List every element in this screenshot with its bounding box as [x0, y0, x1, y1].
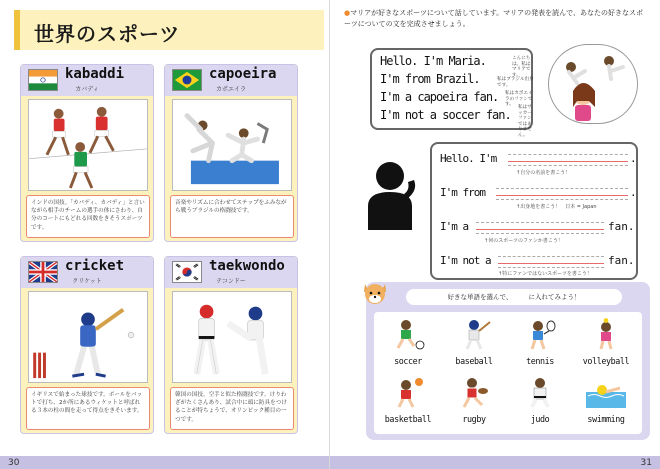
- favorite-sport-blank[interactable]: [476, 222, 604, 234]
- word-choice-soccer[interactable]: soccer: [378, 318, 438, 366]
- form-suffix: fan.: [608, 254, 635, 267]
- sport-card-taekwondo: [164, 256, 298, 434]
- word-bank-panel: [366, 282, 650, 440]
- form-hint: ↑自分の名前を書こう！: [516, 170, 571, 176]
- sport-name-ja: テコンドー: [216, 278, 246, 285]
- sport-name-en: kabaddi: [65, 66, 125, 82]
- maria-illustration: [549, 45, 637, 123]
- sport-description: イギリスで始まった球技です。ボールをバットで打ち、2か所にあるウィケットと呼ばれる３本の柱の間を走って得点をきそいます。: [26, 387, 150, 430]
- form-hint: ↑特にファンではないスポーツを書こう！: [498, 271, 592, 277]
- sport-description: 音楽やリズムに合わせてステップをふみながら戦うブラジルの格闘技です。: [170, 195, 294, 238]
- dog-mascot-icon: [360, 278, 390, 308]
- sport-name-ja: カポエイラ: [215, 86, 246, 93]
- swimming-icon: [586, 376, 626, 408]
- maria-line-note: 私はブラジル出身です。: [497, 77, 534, 88]
- sport-description: インドの国技。「カバディ、カバディ」と言いながら相手のチームの選手の体にさわり、自分のコートにもどれる回数をきそうスポーツです。: [26, 195, 150, 238]
- word-choice-tennis[interactable]: tennis: [510, 318, 570, 366]
- tennis-icon: [520, 318, 560, 350]
- form-hint: ↑何のスポーツのファンか書こう！: [484, 238, 563, 244]
- hometown-blank[interactable]: [496, 188, 628, 200]
- baseball-icon: [454, 318, 494, 350]
- form-suffix: .: [630, 186, 637, 199]
- maria-line: I'm from Brazil.: [380, 72, 480, 86]
- maria-line-note: 私はサッカーファンではありません。: [518, 105, 532, 138]
- maria-thought-circle: [548, 44, 638, 124]
- word-choice-swimming[interactable]: swimming: [576, 376, 636, 424]
- page-number: 31: [640, 458, 652, 468]
- form-prefix: I'm a: [440, 220, 469, 233]
- word-choice-judo[interactable]: judo: [510, 376, 570, 424]
- sport-name-ja: クリケット: [72, 278, 102, 285]
- card-header: [21, 257, 153, 288]
- instructions: ●マリアが好きなスポーツについて話しています。マリアの発表を読んで、あなたの好きなスポーツについての文を完成させましょう。: [344, 9, 643, 28]
- not-favorite-sport-blank[interactable]: [498, 256, 604, 268]
- form-prefix: I'm not a: [440, 254, 491, 267]
- maria-line-note: こんにちは。私はマリアです。: [512, 56, 531, 78]
- maria-line: Hello. I'm Maria.: [380, 54, 486, 68]
- rugby-icon: [454, 376, 494, 408]
- sport-card-cricket: [20, 256, 154, 434]
- judo-icon: [520, 376, 560, 408]
- maria-speech-bubble: [370, 48, 534, 138]
- cricket-batter-illustration: [28, 291, 148, 383]
- word-choice-basketball[interactable]: basketball: [378, 376, 438, 424]
- sport-card-kabaddi: [20, 64, 154, 242]
- page-number: 30: [8, 458, 20, 468]
- sport-name-ja: カバディ: [75, 86, 99, 93]
- bullet-icon: ●: [344, 9, 351, 17]
- word-bank-grid: [374, 312, 642, 434]
- capoeira-illustration: [172, 99, 292, 191]
- section-title-band: [14, 10, 324, 50]
- sport-name-en: cricket: [65, 258, 125, 274]
- page-footer: [0, 456, 329, 469]
- form-prefix: I'm from: [440, 186, 485, 199]
- form-suffix: fan.: [608, 220, 635, 233]
- maria-line-note: 私はカポエイラのファンです。: [505, 91, 533, 108]
- form-hint: ↑出身地を書こう！ 日本 = Japan: [516, 204, 597, 210]
- word-choice-rugby[interactable]: rugby: [444, 376, 504, 424]
- right-page: [330, 0, 660, 469]
- maria-line: I'm not a soccer fan.: [380, 108, 511, 122]
- word-choice-volleyball[interactable]: volleyball: [576, 318, 636, 366]
- card-header: [21, 65, 153, 96]
- maria-line: I'm a capoeira fan.: [380, 90, 499, 104]
- self-introduction-form: [430, 142, 638, 280]
- sport-card-capoeira: [164, 64, 298, 242]
- page-footer: [330, 456, 660, 469]
- student-silhouette-icon: [364, 158, 422, 230]
- volleyball-icon: [586, 318, 626, 350]
- sport-description: 韓国の国技。空手と似た格闘技です。けりわざがたくさんあり、試合中に頭に防具をつけることが特ちょうで、オリンピック種目の一つです。: [170, 387, 294, 430]
- soccer-icon: [388, 318, 428, 350]
- section-title: 世界のスポーツ: [34, 22, 181, 46]
- name-blank[interactable]: [508, 154, 628, 166]
- basketball-icon: [388, 376, 428, 408]
- taekwondo-illustration: [172, 291, 292, 383]
- kabaddi-players-illustration: [28, 99, 148, 191]
- word-bank-prompt: 好きな単語を選んで、 に入れてみよう！: [406, 289, 622, 305]
- form-suffix: .: [630, 152, 637, 165]
- sport-name-en: taekwondo: [209, 258, 285, 274]
- card-header: [165, 65, 297, 96]
- card-header: [165, 257, 297, 288]
- form-prefix: Hello. I'm: [440, 152, 497, 165]
- sport-name-en: capoeira: [209, 66, 277, 82]
- word-choice-baseball[interactable]: baseball: [444, 318, 504, 366]
